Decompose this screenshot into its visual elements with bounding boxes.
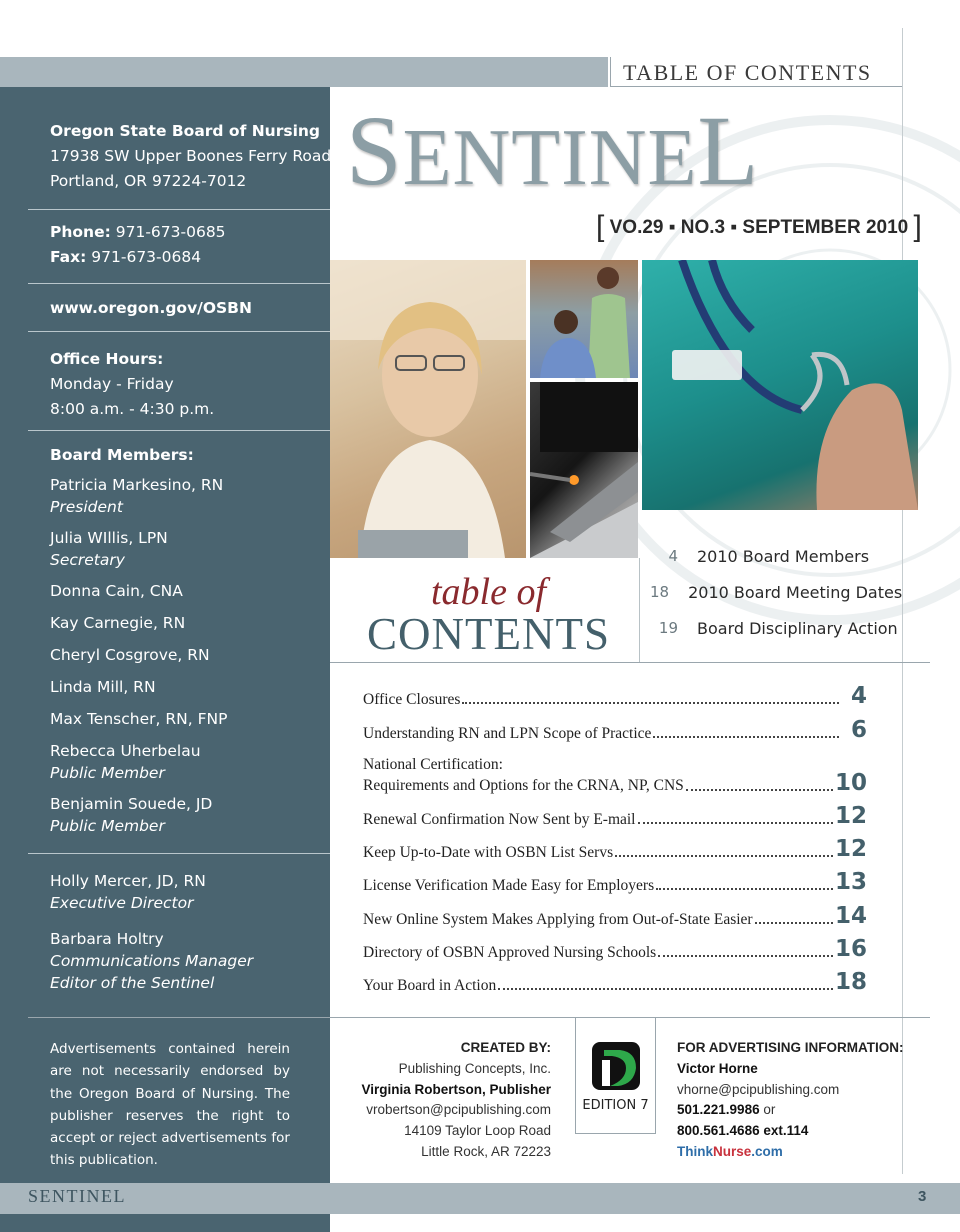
staff-role: Communications Manager — [50, 952, 254, 970]
highlight-page: 4 — [668, 547, 678, 565]
board-member — [50, 527, 320, 571]
toc-list — [363, 676, 867, 995]
masthead-letters: ENTINE — [402, 114, 698, 202]
advertising-email[interactable]: vhorne@pcipublishing.com — [677, 1081, 840, 1097]
toc-entry[interactable] — [363, 676, 867, 709]
org-name: Oregon State Board of Nursing — [50, 122, 321, 140]
leader-dots — [658, 955, 833, 957]
sidebar-divider — [28, 331, 330, 332]
toc-entry-page: 13 — [834, 869, 867, 896]
advertising-or: or — [759, 1102, 776, 1118]
toc-entry-title: Renewal Confirmation Now Sent by E-mail — [363, 810, 636, 828]
thinknurse-part: .com — [751, 1143, 783, 1159]
sidebar-divider — [28, 209, 330, 210]
staff-block — [50, 870, 320, 1003]
address-line-1: 17938 SW Upper Boones Ferry Road — [50, 147, 332, 165]
member-name: Benjamin Souede, JD — [50, 795, 213, 813]
staff-member — [50, 928, 320, 994]
toc-entry[interactable] — [363, 962, 867, 995]
woman-laptop-photo — [330, 260, 526, 558]
toc-entry-title: New Online System Makes Applying from Out-of-State Easier — [363, 910, 753, 928]
toc-entry-page: 10 — [834, 769, 867, 796]
fax-label: Fax: — [50, 248, 87, 266]
contact-sidebar — [0, 87, 330, 1232]
thinknurse-part: Think — [677, 1143, 713, 1159]
toc-entry-subtitle: Requirements and Options for the CRNA, NP, CNS — [363, 776, 684, 794]
office-hours-days: Monday - Friday — [50, 375, 174, 393]
issue-text: VO.29 ▪ NO.3 ▪ SEPTEMBER 2010 — [609, 217, 909, 238]
member-role: President — [50, 498, 123, 516]
toc-entry-title: Keep Up-to-Date with OSBN List Servs — [363, 844, 614, 862]
fax-number: 971-673-0684 — [91, 248, 202, 266]
section-header: TABLE OF CONTENTS — [610, 57, 902, 87]
leader-dots — [615, 855, 833, 857]
publisher-name: Virginia Robertson, Publisher — [361, 1081, 551, 1097]
board-member — [50, 676, 320, 698]
advertising-contact: Victor Horne — [677, 1060, 758, 1076]
advertising-block — [677, 1038, 917, 1163]
leader-dots — [638, 822, 833, 824]
highlight-title: Board Disciplinary Action — [697, 618, 898, 638]
toc-entry-title: Office Closures — [363, 691, 461, 709]
footer-divider — [28, 1017, 930, 1018]
highlight-item[interactable] — [650, 538, 900, 574]
address-block — [50, 119, 332, 194]
member-name: Max Tenscher, RN, FNP — [50, 710, 228, 728]
board-member — [50, 612, 320, 634]
board-member — [50, 580, 320, 602]
sidebar-divider — [28, 283, 330, 284]
toc-entry-title: Directory of OSBN Approved Nursing Schools — [363, 944, 657, 962]
toc-entry-title: National Certification: — [363, 755, 503, 773]
stethoscope-illustration — [642, 260, 918, 510]
laptop-illustration — [530, 382, 638, 558]
advertising-disclaimer: Advertisements contained herein are not necessarily endorsed by the Oregon Board of Nursing. The publisher reserves the right to accept or reject advertisements for this publication. — [50, 1041, 290, 1169]
caregiver-illustration — [530, 260, 638, 378]
member-name: Linda Mill, RN — [50, 678, 156, 696]
bracket-close: ] — [913, 210, 922, 243]
sidebar-divider — [28, 430, 330, 431]
staff-name: Barbara Holtry — [50, 930, 164, 948]
edition-badge — [575, 1018, 656, 1134]
masthead-title — [346, 96, 886, 206]
toc-entry[interactable] — [363, 862, 867, 895]
member-role: Secretary — [50, 551, 125, 569]
thinknurse-part: Nurse — [713, 1143, 752, 1159]
toc-entry-page: 6 — [850, 716, 867, 743]
member-name: Donna Cain, CNA — [50, 582, 183, 600]
toc-entry-title: License Verification Made Easy for Employers — [363, 877, 655, 895]
footer-publication-title: SENTINEL — [28, 1186, 126, 1206]
highlight-item[interactable] — [650, 574, 903, 610]
publisher-email[interactable]: vrobertson@pcipublishing.com — [366, 1102, 551, 1118]
staff-role: Editor of the Sentinel — [50, 974, 215, 992]
toc-title — [356, 571, 621, 659]
sidebar-divider — [28, 853, 330, 854]
highlight-page: 18 — [650, 583, 670, 601]
advertising-label: FOR ADVERTISING INFORMATION: — [677, 1040, 904, 1055]
toc-title-script: table of — [430, 571, 547, 613]
laptop-closeup-photo — [530, 382, 638, 558]
staff-member — [50, 870, 320, 914]
leader-dots — [498, 988, 833, 990]
staff-name: Holly Mercer, JD, RN — [50, 872, 206, 890]
board-members-block — [50, 443, 320, 846]
toc-entry-page: 18 — [834, 969, 867, 996]
phone-label: Phone: — [50, 223, 111, 241]
bracket-open: [ — [596, 210, 605, 243]
toc-entry-title: Your Board in Action — [363, 977, 497, 995]
edition-logo-icon — [590, 1040, 642, 1092]
member-role: Public Member — [50, 817, 165, 835]
board-members-label: Board Members: — [50, 446, 194, 464]
top-band — [0, 57, 608, 87]
thinknurse-link[interactable] — [677, 1142, 917, 1163]
member-role: Public Member — [50, 764, 165, 782]
issue-info — [596, 210, 922, 242]
highlight-title: 2010 Board Meeting Dates — [688, 582, 903, 602]
toc-entry[interactable] — [363, 929, 867, 962]
toc-entry-page: 4 — [850, 683, 867, 710]
toc-entry-page: 16 — [834, 936, 867, 963]
highlight-title: 2010 Board Members — [697, 546, 870, 566]
created-by-label: CREATED BY: — [460, 1040, 551, 1055]
highlight-list — [650, 538, 903, 646]
toc-entry[interactable] — [363, 796, 867, 829]
masthead-letter: L — [697, 95, 760, 206]
staff-role: Executive Director — [50, 894, 194, 912]
highlight-item[interactable] — [650, 610, 900, 646]
member-name: Cheryl Cosgrove, RN — [50, 646, 210, 664]
toc-entry-title: Understanding RN and LPN Scope of Practice — [363, 724, 652, 742]
board-member — [50, 793, 320, 837]
leader-dots — [462, 702, 839, 704]
publisher-company: Publishing Concepts, Inc. — [398, 1060, 551, 1076]
woman-photo-illustration — [330, 260, 526, 558]
toc-entry[interactable] — [363, 829, 867, 862]
footer-page-number: 3 — [918, 1188, 927, 1205]
board-member — [50, 740, 320, 784]
advertising-phone-2: 800.561.4686 ext.114 — [677, 1123, 809, 1139]
toc-entry-page: 12 — [834, 836, 867, 863]
phone-number: 971-673-0685 — [115, 223, 226, 241]
leader-dots — [686, 789, 833, 791]
publisher-street: 14109 Taylor Loop Road — [404, 1123, 551, 1139]
office-hours-block — [50, 347, 320, 422]
highlight-page: 19 — [658, 619, 678, 637]
nurse-stethoscope-photo — [642, 260, 918, 510]
toc-entry-page: 12 — [834, 802, 867, 829]
edition-label: EDITION 7 — [582, 1098, 649, 1113]
address-line-2: Portland, OR 97224-7012 — [50, 172, 247, 190]
created-by-block — [340, 1038, 551, 1163]
toc-entry[interactable] — [363, 743, 867, 796]
publisher-city: Little Rock, AR 72223 — [421, 1143, 551, 1159]
toc-entry-page: 14 — [834, 902, 867, 929]
leader-dots — [755, 922, 833, 924]
advertising-phone-1: 501.221.9986 — [677, 1102, 760, 1118]
phone-block — [50, 220, 320, 270]
toc-divider — [330, 662, 930, 663]
website-link[interactable]: www.oregon.gov/OSBN — [50, 299, 252, 317]
masthead-letter: S — [346, 95, 403, 206]
board-member — [50, 474, 320, 518]
leader-dots — [653, 736, 839, 738]
vertical-divider — [639, 558, 640, 662]
office-hours-time: 8:00 a.m. - 4:30 p.m. — [50, 400, 215, 418]
member-name: Kay Carnegie, RN — [50, 614, 186, 632]
leader-dots — [656, 888, 833, 890]
member-name: Julia WIllis, LPN — [50, 529, 168, 547]
member-name: Patricia Markesino, RN — [50, 476, 224, 494]
bottom-band — [0, 1183, 960, 1214]
board-member — [50, 708, 320, 730]
toc-title-main: CONTENTS — [367, 609, 610, 659]
caregiver-patient-photo — [530, 260, 638, 378]
board-member — [50, 644, 320, 666]
website-block — [50, 296, 320, 321]
toc-entry[interactable] — [363, 709, 867, 742]
member-name: Rebecca Uherbelau — [50, 742, 201, 760]
office-hours-label: Office Hours: — [50, 350, 164, 368]
toc-entry[interactable] — [363, 895, 867, 928]
